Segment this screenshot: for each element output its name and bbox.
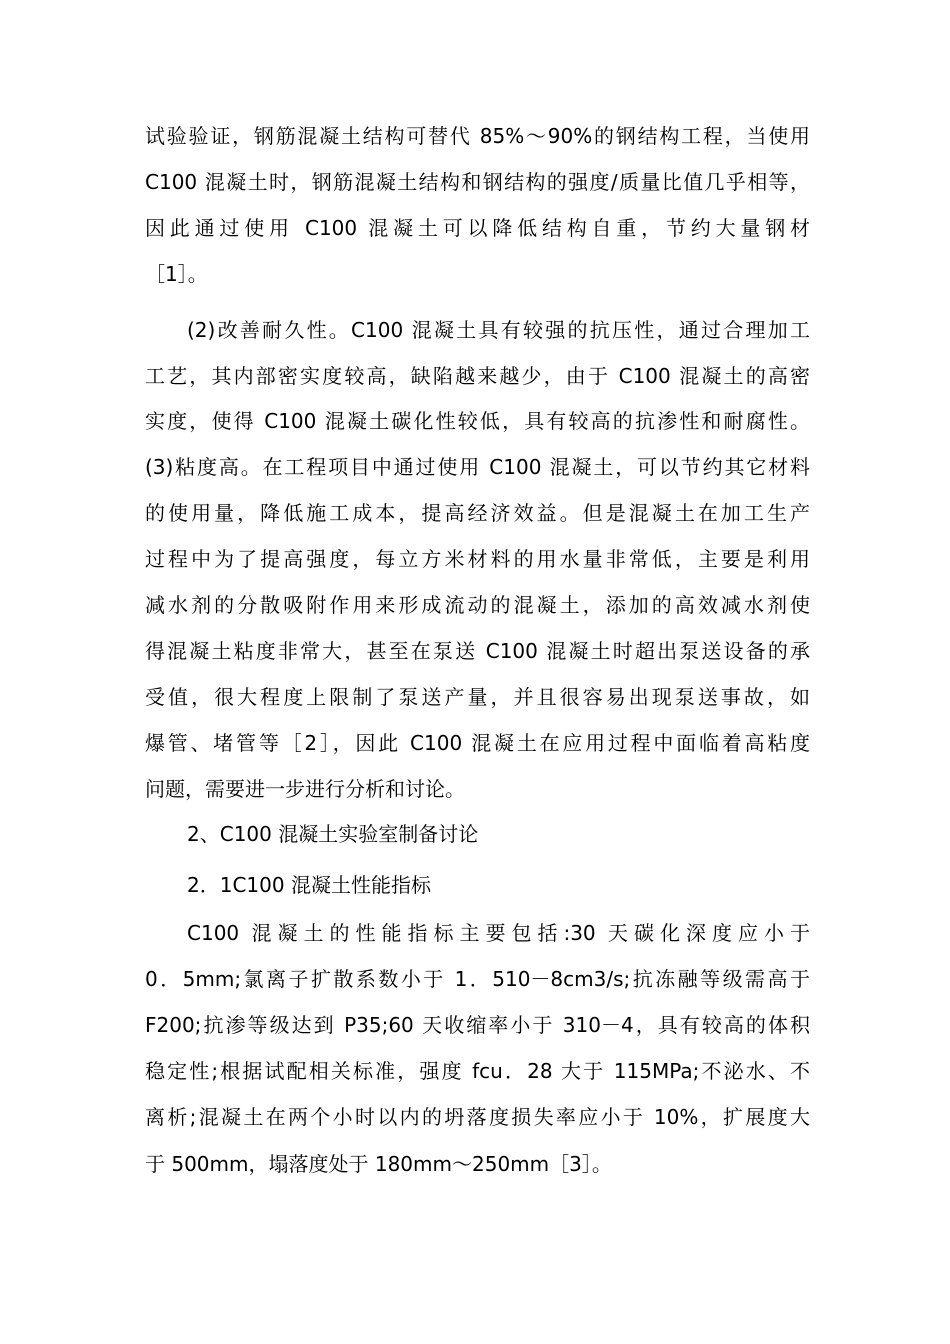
text-line: 过程中为了提高强度，每立方米材料的用水量非常低，主要是利用 [145, 547, 810, 571]
text-line: 的使用量，降低施工成本，提高经济效益。但是混凝土在加工生产 [145, 501, 810, 525]
text-line: 稳定性;根据试配相关标准，强度 fcu．28 大于 115MPa;不泌水、不 [145, 1059, 810, 1083]
text-line: 于 500mm，塌落度处于 180mm～250mm［3］。 [145, 1152, 612, 1176]
text-line: F200;抗渗等级达到 P35;60 天收缩率小于 310－4，具有较高的体积 [145, 1013, 810, 1037]
text-line: ［1］。 [145, 262, 208, 286]
text-line: 减水剂的分散吸附作用来形成流动的混凝土，添加的高效减水剂使 [145, 593, 810, 617]
section-heading: 2、C100 混凝土实验室制备讨论 [187, 822, 479, 846]
text-line: (3)粘度高。在工程项目中通过使用 C100 混凝土，可以节约其它材料 [145, 455, 810, 479]
text-line: 0．5mm;氯离子扩散系数小于 1．510－8cm3/s;抗冻融等级需高于 [145, 967, 810, 991]
text-line: C100 混凝土时，钢筋混凝土结构和钢结构的强度/质量比值几乎相等， [145, 170, 810, 194]
text-line: 工艺，其内部密实度较高，缺陷越来越少，由于 C100 混凝土的高密 [145, 364, 810, 388]
text-line: 问题，需要进一步进行分析和讨论。 [145, 777, 465, 801]
text-line: (2)改善耐久性。C100 混凝土具有较强的抗压性，通过合理加工 [187, 318, 810, 342]
subsection-heading: 2．1C100 混凝土性能指标 [187, 873, 431, 897]
text-line: 实度，使得 C100 混凝土碳化性较低，具有较高的抗渗性和耐腐性。 [145, 409, 810, 433]
text-line: 受值，很大程度上限制了泵送产量，并且很容易出现泵送事故，如 [145, 685, 810, 709]
text-line: 试验验证，钢筋混凝土结构可替代 85%～90%的钢结构工程，当使用 [145, 124, 810, 148]
text-line: 因此通过使用 C100 混凝土可以降低结构自重，节约大量钢材 [145, 216, 810, 240]
text-line: 得混凝土粘度非常大，甚至在泵送 C100 混凝土时超出泵送设备的承 [145, 639, 810, 663]
text-line: 爆管、堵管等［2］，因此 C100 混凝土在应用过程中面临着高粘度 [145, 731, 810, 755]
text-line: 离析;混凝土在两个小时以内的坍落度损失率应小于 10%，扩展度大 [145, 1105, 810, 1129]
text-line: C100 混凝土的性能指标主要包括:30 天碳化深度应小于 [187, 921, 810, 945]
